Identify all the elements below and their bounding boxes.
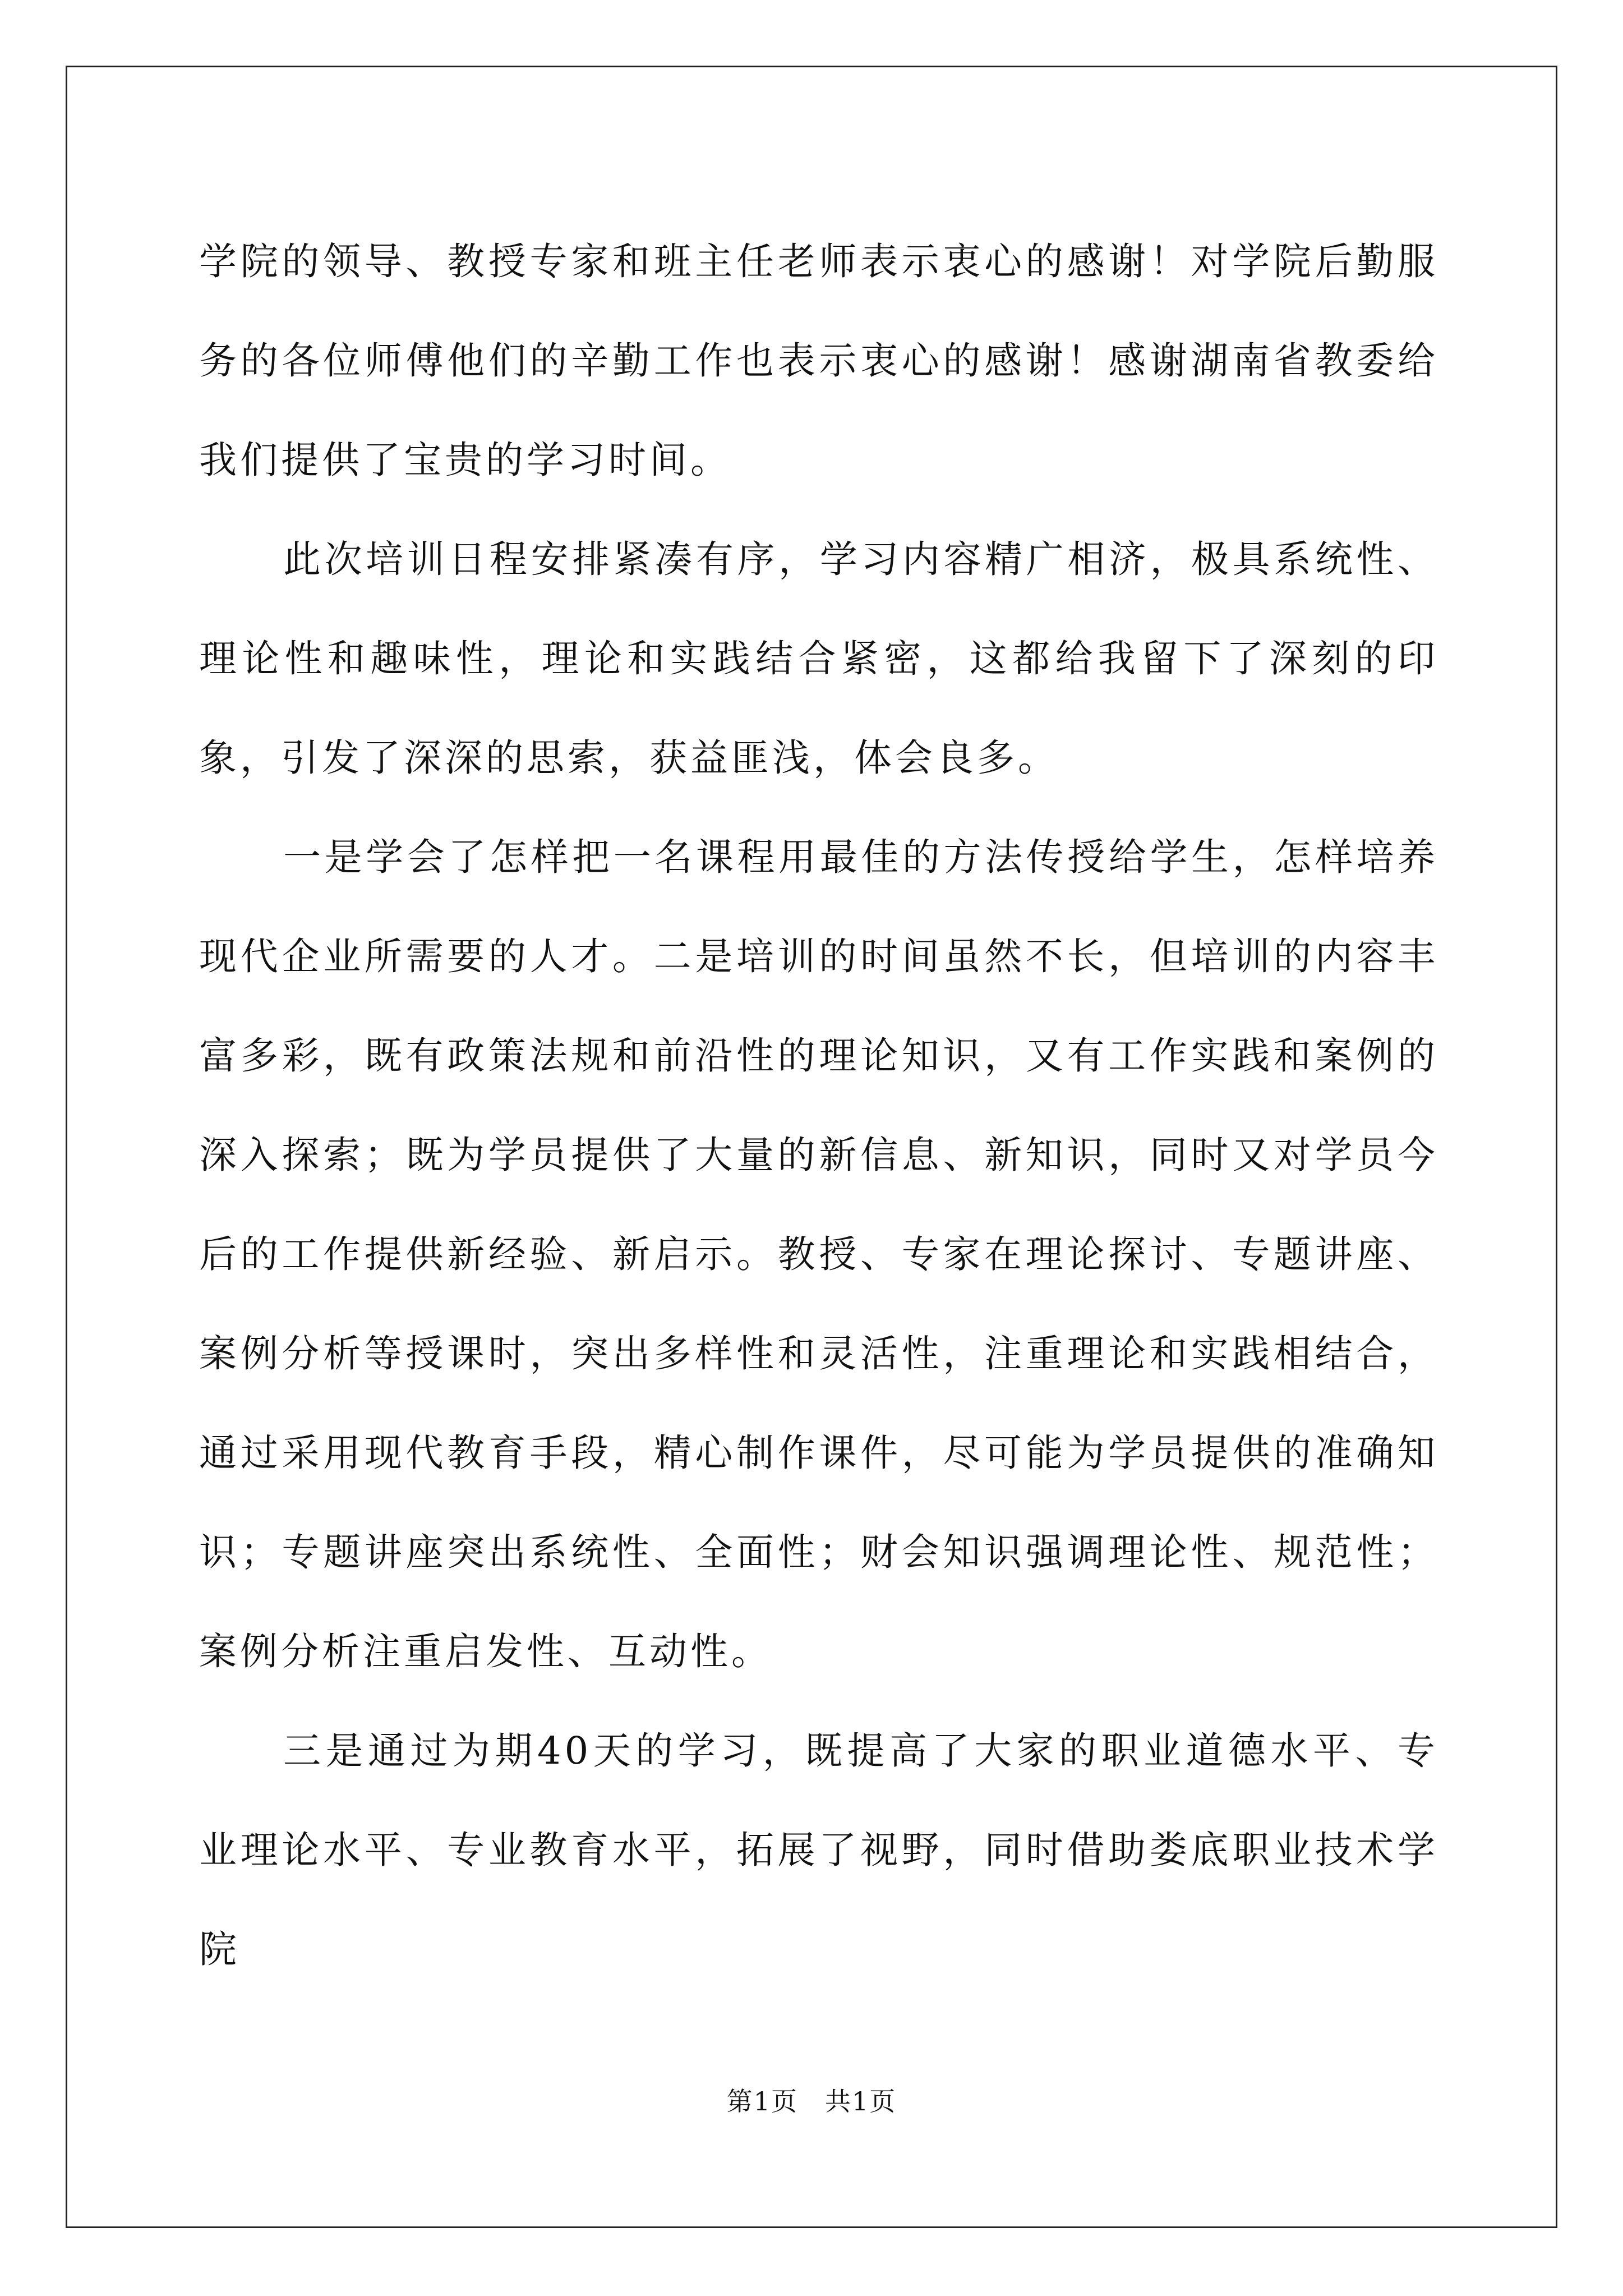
paragraph-4: 三是通过为期40天的学习，既提高了大家的职业道德水平、专业理论水平、专业教育水平，拓展了视野，同时借助娄底职业技术学院 xyxy=(199,1729,1438,1971)
paragraph-2: 此次培训日程安排紧凑有序，学习内容精广相济，极具系统性、理论性和趣味性，理论和实践结合紧密，这都给我留下了深刻的印象，引发了深深的思索，获益匪浅，体会良多。 xyxy=(199,537,1438,780)
page-number-footer: 第1页 共1页 xyxy=(726,2086,897,2116)
paragraph-1: 学院的领导、教授专家和班主任老师表示衷心的感谢！对学院后勤服务的各位师傅他们的辛勤工作也表示衷心的感谢！感谢湖南省教委给我们提供了宝贵的学习时间。 xyxy=(199,240,1438,482)
document-body xyxy=(199,212,1438,1999)
paragraph-3: 一是学会了怎样把一名课程用最佳的方法传授给学生，怎样培养现代企业所需要的人才。二是培训的时间虽然不长，但培训的内容丰富多彩，既有政策法规和前沿性的理论知识，又有工作实践和案例的深入探索；既为学员提供了大量的新信息、新知识，同时又对学员今后的工作提供新经验、新启示。教授、专家在理论探讨、专题讲座、案例分析等授课时，突出多样性和灵活性，注重理论和实践相结合，通过采用现代教育手段，精心制作课件，尽可能为学员提供的准确知识；专题讲座突出系统性、全面性；财会知识强调理论性、规范性；案例分析注重启发性、互动性。 xyxy=(199,835,1438,1673)
